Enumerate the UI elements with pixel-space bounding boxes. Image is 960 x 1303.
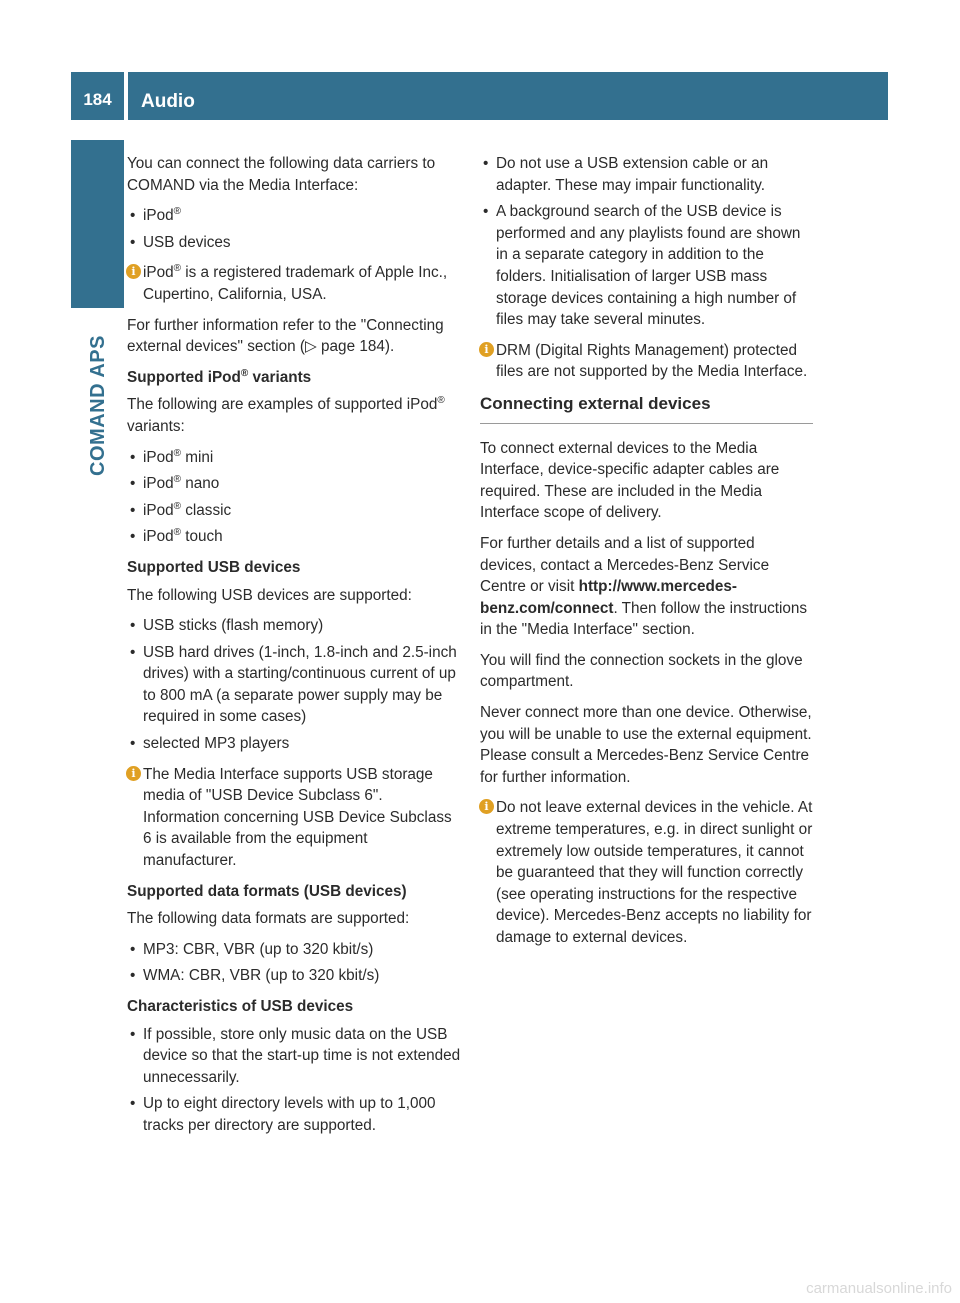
intro-text: You can connect the following data carriers to COMAND via the Media Interface: [127,155,436,194]
usb-intro-text: The following USB devices are supported: [127,586,412,604]
list-item: • iPod® mini [127,447,462,469]
list-item: • USB devices [127,232,462,254]
section-title: Connecting external devices [480,393,813,424]
info-icon [126,264,141,279]
list-item: • A background search of the USB device is performed and any playlists found are shown in a separate category in addition to the folders. Initialisation of larger USB mass storage devices containing a high number of files may take several minutes. [480,201,813,331]
watermark: carmanualsonline.info [806,1280,952,1297]
info-icon [126,766,141,781]
adapter-cables-text: To connect external devices to the Media Interface, device-specific adapter cables are required. These are included in the Media Interface scope of delivery. [480,439,780,522]
single-device-text: Never connect more than one device. Otherwise, you will be unable to use the external equipment. Please consult a Mercedes-Benz Service Centre for further information. [480,704,812,786]
list-item: • USB hard drives (1-inch, 1.8-inch and 2.5-inch drives) with a starting/continuous current of up to 800 mA (a separate power supply may be required in some cases) [127,642,462,728]
usb-characteristics-heading: Characteristics of USB devices [127,998,354,1015]
side-label-text: COMAND APS [86,334,109,476]
website-link: http://www.mercedes-benz.com/connect [480,578,737,617]
list-item: • WMA: CBR, VBR (up to 320 kbit/s) [127,965,462,987]
socket-location-text: You will find the connection sockets in the glove compartment. [480,651,803,691]
list-item: • Up to eight directory levels with up to 1,000 tracks per directory are supported. [127,1093,462,1136]
right-column [480,153,813,958]
ipod-variants-heading: Supported iPod® variants [127,367,312,386]
list-item: • MP3: CBR, VBR (up to 320 kbit/s) [127,939,462,961]
usb-note-list [480,153,813,331]
left-column [127,153,462,1146]
carrier-list [127,205,462,253]
usb-device-list [127,615,462,755]
list-item: • iPod® nano [127,473,462,495]
list-item: • selected MP3 players [127,733,462,755]
drm-note: i DRM (Digital Rights Management) protected files are not supported by the Media Interface. [480,340,813,383]
trademark-note: i iPod® is a registered trademark of Apple Inc., Cupertino, California, USA. [127,262,462,305]
list-item: • iPod® classic [127,500,462,522]
side-tab-marker [71,140,124,308]
usb-devices-heading: Supported USB devices [127,558,301,576]
temperature-warning-note: i Do not leave external devices in the vehicle. At extreme temperatures, e.g. in direct sunlight or extremely low outside temperatures, it cannot be guaranteed that they will function correctly (see operating instructions for the respective device). Mercedes-Benz accepts no liability for damage to external devices. [480,797,813,948]
list-item: • Do not use a USB extension cable or an adapter. These may impair functionality. [480,153,813,196]
further-details-text: For further details and a list of supported devices, contact a Mercedes-Benz Service Centre or visit http://www.mercedes-benz.com/connect. Then follow the instructions in the "Media Interface" section. [480,534,808,639]
usb-subclass-note: i The Media Interface supports USB storage media of "USB Device Subclass 6". Information concerning USB Device Subclass 6 is available from the equipment manufacturer. [127,764,462,872]
further-info-text: For further information refer to the "Connecting external devices" section (▷ page 184). [127,316,444,356]
list-item: • iPod® touch [127,526,462,548]
page-number: 184 [71,72,124,120]
formats-intro-text: The following data formats are supported: [127,910,410,928]
ipod-variant-list [127,447,462,548]
characteristics-list [127,1024,462,1137]
list-item: • USB sticks (flash memory) [127,615,462,637]
ipod-intro-text: The following are examples of supported iPod® variants: [127,395,445,435]
info-icon [479,799,494,814]
info-icon [479,342,494,357]
data-formats-heading: Supported data formats (USB devices) [127,882,407,900]
list-item: • If possible, store only music data on the USB device so that the start-up time is not extended unnecessarily. [127,1024,462,1089]
side-label [72,315,124,495]
format-list [127,939,462,987]
list-item: • iPod® [127,205,462,227]
chapter-title: Audio [128,72,888,120]
